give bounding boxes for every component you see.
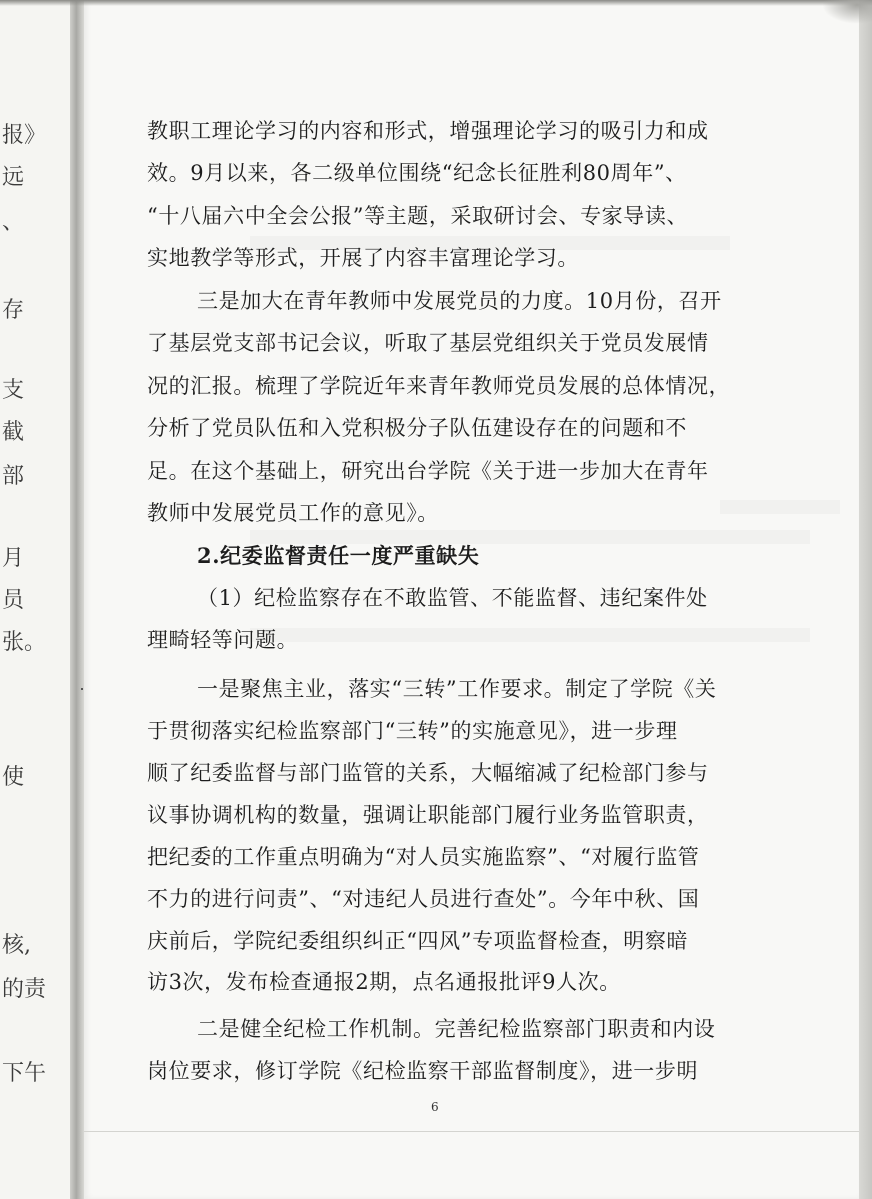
- section-heading: 2.纪委监督责任一度严重缺失: [197, 543, 480, 568]
- left-fragment: 报》: [2, 123, 47, 148]
- left-fragment: 员: [2, 588, 25, 613]
- left-fragment: 部: [2, 464, 25, 489]
- body-line: 议事协调机构的数量，强调让职能部门履行业务监管职责，: [147, 803, 709, 827]
- body-line: 效。9月以来，各二级单位围绕“纪念长征胜利80周年”、: [147, 161, 687, 185]
- body-line: 岗位要求，修订学院《纪检监察干部监督制度》，进一步明: [147, 1059, 699, 1083]
- body-line: 实地教学等形式，开展了内容丰富理论学习。: [147, 246, 579, 270]
- body-line: 访3次，发布检查通报2期，点名通报批评9人次。: [147, 970, 621, 994]
- body-line: 不力的进行问责”、“对违纪人员进行查处”。今年中秋、国: [147, 887, 700, 911]
- body-line: “十八届六中全会公报”等主题，采取研讨会、专家导读、: [147, 204, 689, 228]
- left-fragment: 月: [2, 546, 25, 571]
- left-fragment: 支: [2, 378, 25, 403]
- body-line: 足。在这个基础上，研究出台学院《关于进一步加大在青年: [147, 459, 709, 483]
- body-line: 顺了纪委监督与部门监管的关系，大幅缩减了纪检部门参与: [147, 761, 709, 785]
- left-fragment: 核,: [2, 933, 31, 958]
- body-line: 分析了党员队伍和入党积极分子队伍建设存在的问题和不: [147, 416, 687, 440]
- body-line: （1）纪检监察存在不敢监管、不能监督、违纪案件处: [197, 586, 708, 610]
- body-line: 理畸轻等问题。: [147, 628, 299, 652]
- body-line: 教职工理论学习的内容和形式，增强理论学习的吸引力和成: [147, 119, 709, 143]
- body-line: 三是加大在青年教师中发展党员的力度。10月份，召开: [197, 289, 722, 313]
- left-fragment: 的责: [2, 977, 47, 1002]
- left-fragment: 下午: [2, 1061, 47, 1086]
- body-line: 把纪委的工作重点明确为“对人员实施监察”、“对履行监管: [147, 845, 700, 869]
- left-fragment: 张。: [2, 630, 47, 655]
- body-line: 于贯彻落实纪检监察部门“三转”的实施意见》，进一步理: [147, 719, 678, 743]
- body-line: 庆前后，学院纪委组织纠正“四风”专项监督检查，明察暗: [147, 929, 689, 953]
- body-line: 一是聚焦主业，落实“三转”工作要求。制定了学院《关: [197, 677, 717, 701]
- body-line: 况的汇报。梳理了学院近年来青年教师党员发展的总体情况，: [147, 374, 731, 398]
- left-fragment: 使: [2, 765, 25, 790]
- body-line: 教师中发展党员工作的意见》。: [147, 501, 439, 525]
- body-line: 了基层党支部书记会议，听取了基层党组织关于党员发展情: [147, 331, 709, 355]
- left-fragment: 远: [2, 165, 25, 190]
- body-line: 二是健全纪检工作机制。完善纪检监察部门职责和内设: [197, 1017, 716, 1041]
- page-number: 6: [431, 1100, 439, 1114]
- left-fragment: 截: [2, 420, 25, 445]
- left-fragment: 存: [2, 298, 25, 323]
- left-fragment: 、: [2, 210, 25, 235]
